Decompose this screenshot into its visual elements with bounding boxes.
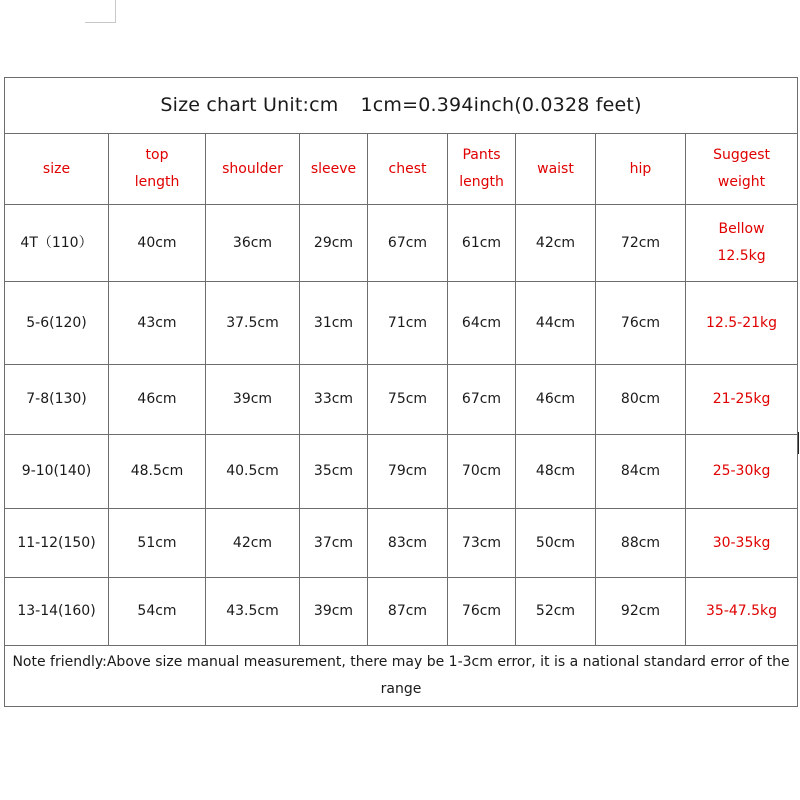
cell-hip: 80cm (596, 365, 686, 435)
cell-waist: 50cm (516, 509, 596, 578)
header-text: length (459, 174, 504, 190)
cell-suggest-weight (686, 365, 798, 435)
cell-top-length: 46cm (109, 365, 206, 435)
cell-suggest-weight (686, 435, 798, 509)
header-text: weight (717, 174, 766, 190)
cell-hip: 84cm (596, 435, 686, 509)
cell-size: 13-14(160) (5, 578, 109, 646)
cell-shoulder: 42cm (206, 509, 300, 578)
column-header-size (5, 134, 109, 205)
weight-text: 21-25kg (712, 391, 771, 407)
table-row (5, 205, 798, 282)
cell-pants-length: 67cm (448, 365, 516, 435)
weight-text: 35-47.5kg (706, 603, 778, 619)
crop-mark (85, 22, 116, 23)
cell-chest: 67cm (368, 205, 448, 282)
column-header-hip (596, 134, 686, 205)
title-label: Size chart Unit:cm (160, 94, 339, 116)
header-text: top (145, 147, 169, 163)
column-header-pants-length (448, 134, 516, 205)
cell-shoulder: 39cm (206, 365, 300, 435)
table-row (5, 578, 798, 646)
cell-size: 7-8(130) (5, 365, 109, 435)
weight-text: 12.5kg (717, 248, 766, 264)
cell-top-length: 51cm (109, 509, 206, 578)
cell-waist: 48cm (516, 435, 596, 509)
table-row (5, 435, 798, 509)
size-chart-table (4, 77, 798, 707)
column-header-waist (516, 134, 596, 205)
weight-text: 25-30kg (712, 463, 771, 479)
cell-sleeve: 29cm (300, 205, 368, 282)
column-header-chest (368, 134, 448, 205)
cell-sleeve: 33cm (300, 365, 368, 435)
column-header-sleeve (300, 134, 368, 205)
cell-sleeve: 31cm (300, 282, 368, 365)
header-text: hip (629, 160, 652, 177)
cell-sleeve: 37cm (300, 509, 368, 578)
cell-chest: 87cm (368, 578, 448, 646)
header-text: length (134, 174, 180, 190)
cell-hip: 76cm (596, 282, 686, 365)
weight-text: 12.5-21kg (706, 314, 778, 331)
cell-shoulder: 36cm (206, 205, 300, 282)
crop-mark (115, 0, 116, 22)
column-header-suggest-weight (686, 134, 798, 205)
cell-chest: 83cm (368, 509, 448, 578)
cell-size: 5-6(120) (5, 282, 109, 365)
cell-chest: 71cm (368, 282, 448, 365)
header-text: size (42, 160, 71, 177)
cell-chest: 79cm (368, 435, 448, 509)
header-text: waist (537, 160, 574, 177)
unit-conversion: 1cm=0.394inch(0.0328 feet) (360, 94, 642, 116)
note-text: Note friendly:Above size manual measurement, there may be 1-3cm error, it is a national standard error of the range (5, 646, 798, 707)
table-row (5, 365, 798, 435)
header-text: Pants (462, 147, 501, 163)
cell-pants-length: 70cm (448, 435, 516, 509)
weight-text: Bellow (718, 221, 765, 237)
header-row (5, 134, 798, 205)
cell-top-length: 43cm (109, 282, 206, 365)
cell-sleeve: 39cm (300, 578, 368, 646)
cell-pants-length: 73cm (448, 509, 516, 578)
cell-top-length: 48.5cm (109, 435, 206, 509)
cell-pants-length: 64cm (448, 282, 516, 365)
header-text: sleeve (310, 160, 357, 177)
cell-waist: 46cm (516, 365, 596, 435)
cell-size: 9-10(140) (5, 435, 109, 509)
cell-waist: 52cm (516, 578, 596, 646)
cell-size: 4T（110） (5, 205, 109, 282)
weight-text: 30-35kg (712, 534, 771, 551)
column-header-top-length (109, 134, 206, 205)
cell-top-length: 54cm (109, 578, 206, 646)
cell-shoulder: 43.5cm (206, 578, 300, 646)
cell-pants-length: 61cm (448, 205, 516, 282)
cell-waist: 44cm (516, 282, 596, 365)
cell-top-length: 40cm (109, 205, 206, 282)
cell-waist: 42cm (516, 205, 596, 282)
cell-sleeve: 35cm (300, 435, 368, 509)
column-header-shoulder (206, 134, 300, 205)
cell-chest: 75cm (368, 365, 448, 435)
cell-suggest-weight (686, 282, 798, 365)
cell-suggest-weight (686, 578, 798, 646)
table-row (5, 509, 798, 578)
table-row (5, 282, 798, 365)
chart-title (5, 78, 798, 134)
header-text: chest (388, 160, 427, 177)
cell-shoulder: 40.5cm (206, 435, 300, 509)
cell-hip: 92cm (596, 578, 686, 646)
cell-hip: 88cm (596, 509, 686, 578)
cell-size: 11-12(150) (5, 509, 109, 578)
cell-pants-length: 76cm (448, 578, 516, 646)
cell-suggest-weight (686, 205, 798, 282)
cell-suggest-weight (686, 509, 798, 578)
header-text: shoulder (222, 160, 283, 177)
cell-shoulder: 37.5cm (206, 282, 300, 365)
cell-hip: 72cm (596, 205, 686, 282)
header-text: Suggest (713, 147, 770, 163)
